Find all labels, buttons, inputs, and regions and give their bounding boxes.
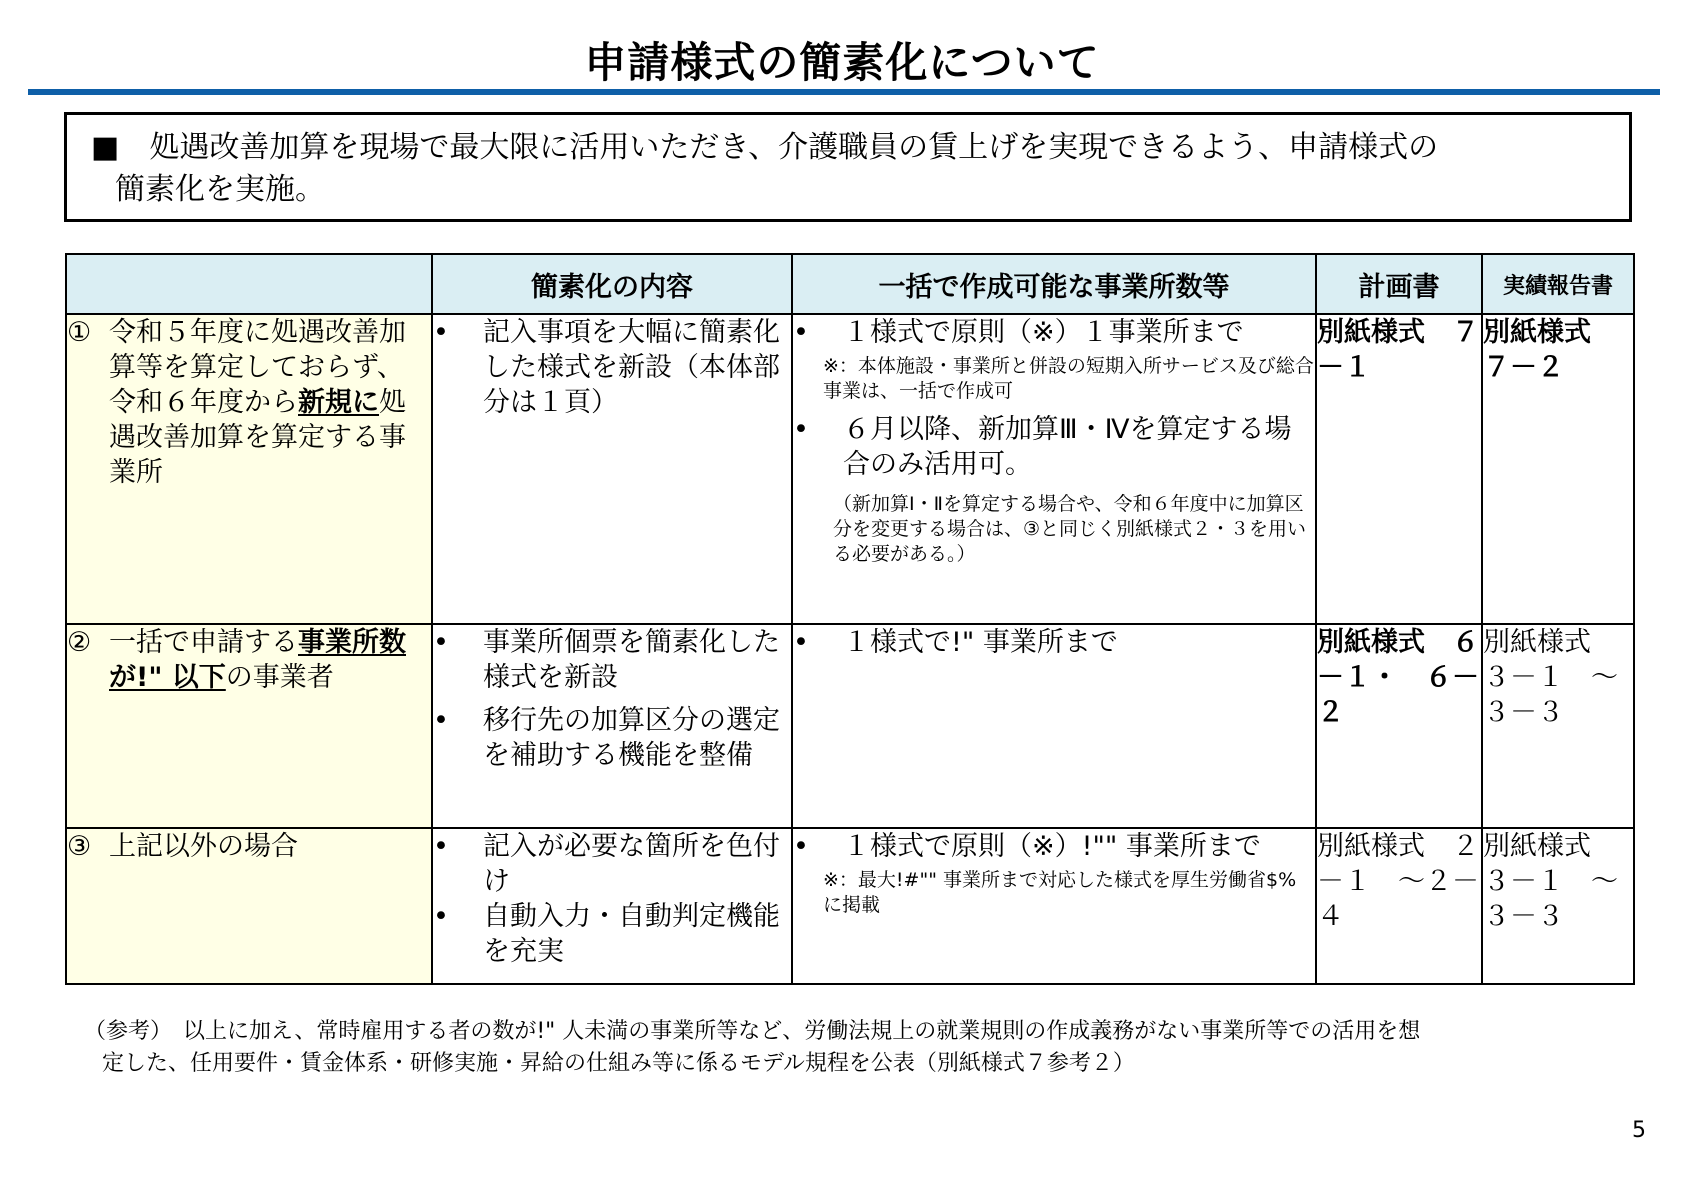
plan-form: 別紙様式 ６－１・ ６－２ [1316, 624, 1482, 828]
list-item: • １様式で原則（※）!"" 事業所まで [793, 831, 1261, 862]
list-item: • １様式で原則（※）１事業所まで [793, 317, 1244, 348]
note-text: ※：最大!#"" 事業所まで対応した様式を厚生労働省$%に掲載 [823, 869, 1297, 916]
row-number: ① [67, 317, 92, 348]
row-label-text: 令和５年度に処遇改善加算等を算定しておらず、 [109, 317, 406, 383]
report-form: 別紙様式 ７－２ [1482, 314, 1634, 624]
footnote [84, 1016, 1644, 1080]
row-label-text: の事業者 [225, 662, 334, 693]
row-label-emphasis: 事業所数が!" 以下 [109, 627, 406, 693]
row-label-text: 処遇改善加算を算定する事業所 [109, 387, 406, 488]
report-form: 別紙様式 ３－１ ～３－３ [1482, 828, 1634, 984]
row-label-emphasis: 新規に [298, 387, 379, 418]
header-content: 簡素化の内容 [432, 254, 792, 314]
plan-form: 別紙様式 ２－１ ～２－４ [1316, 828, 1482, 984]
table-row [66, 314, 1634, 624]
summary-line2: 簡素化を実施。 [115, 172, 325, 207]
row-count [792, 624, 1316, 828]
row-count [792, 828, 1316, 984]
row-label-text: 一括で申請する [109, 627, 298, 658]
page-number: 5 [1632, 1118, 1646, 1143]
table-row [66, 828, 1634, 984]
list-item: • １様式で!" 事業所まで [793, 627, 1118, 658]
page-title: 申請様式の簡素化について [584, 38, 1100, 87]
note-text: ※：本体施設・事業所と併設の短期入所サービス及び総合事業は、一括で作成可 [823, 355, 1314, 402]
list-item: • 記入が必要な箇所を色付け [433, 831, 780, 897]
list-item: • 事業所個票を簡素化した様式を新設 [433, 627, 780, 693]
row-content [432, 624, 792, 828]
summary-box [64, 112, 1632, 222]
table-row [66, 624, 1634, 828]
row-count [792, 314, 1316, 624]
footnote-line1: （参考） 以上に加え、常時雇用する者の数が!" 人未満の事業所等など、労働法規上の就業規則の作成義務がない事業所等での活用を想 [84, 1019, 1421, 1044]
row-number: ③ [67, 831, 92, 862]
row-number: ② [67, 627, 92, 658]
list-item: • ６月以降、新加算Ⅲ・Ⅳを算定する場合のみ活用可。 [793, 414, 1292, 480]
row-label-text: 令和６年度から [109, 387, 298, 418]
header-plan: 計画書 [1316, 254, 1482, 314]
summary-line1: 処遇改善加算を現場で最大限に活用いただき、介護職員の賃上げを実現できるよう、申請様式の [119, 130, 1439, 165]
header-blank [66, 254, 432, 314]
title-divider [28, 89, 1660, 95]
row-content [432, 314, 792, 624]
note-text: （新加算Ⅰ・Ⅱを算定する場合や、令和６年度中に加算区分を変更する場合は、③と同じく別紙様式２・３を用いる必要がある。） [833, 493, 1307, 565]
row-label [66, 314, 432, 624]
footnote-line2: 定した、任用要件・賃金体系・研修実施・昇給の仕組み等に係るモデル規程を公表（別紙様式７参考２） [102, 1051, 1135, 1076]
row-label [66, 624, 432, 828]
plan-form: 別紙様式 ７－１ [1316, 314, 1482, 624]
header-report: 実績報告書 [1482, 254, 1634, 314]
simplification-table [65, 253, 1635, 985]
header-count: 一括で作成可能な事業所数等 [792, 254, 1316, 314]
report-form: 別紙様式 ３－１ ～３－３ [1482, 624, 1634, 828]
list-item: • 自動入力・自動判定機能を充実 [433, 901, 780, 967]
row-label [66, 828, 432, 984]
summary-bullet: ■ [91, 130, 120, 165]
row-content [432, 828, 792, 984]
list-item: • 記入事項を大幅に簡素化した様式を新設（本体部分は１頁） [433, 317, 780, 418]
table-header-row [66, 254, 1634, 314]
row-label-text: 上記以外の場合 [109, 831, 298, 862]
list-item: • 移行先の加算区分の選定を補助する機能を整備 [433, 705, 780, 771]
